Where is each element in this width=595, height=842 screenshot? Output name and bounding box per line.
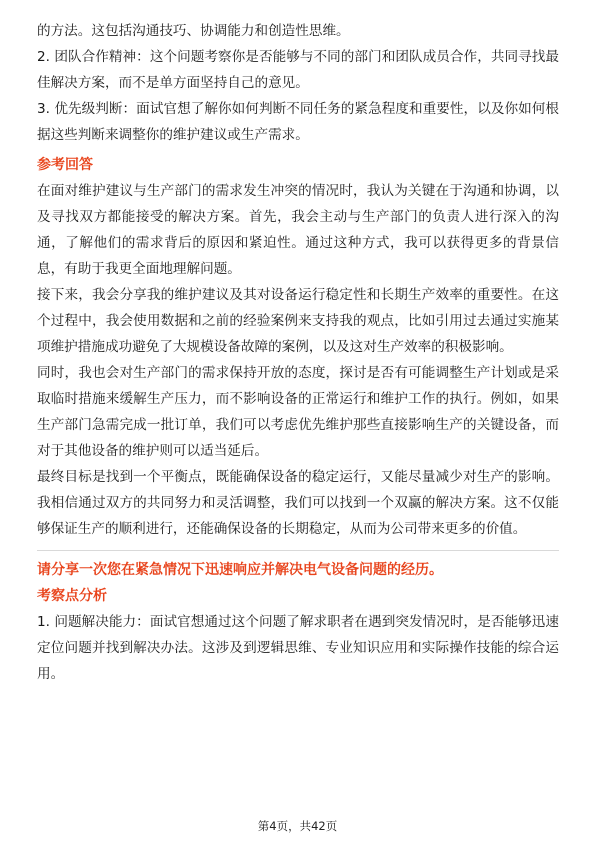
section-divider — [37, 550, 559, 551]
analysis-point-1: 1. 问题解决能力：面试官想通过这个问题了解求职者在遇到突发情况时，是否能够迅速定位问题并找到解决办法。这涉及到逻辑思维、专业知识应用和实际操作技能的综合运用。 — [37, 614, 559, 682]
question-heading: 请分享一次您在紧急情况下迅速响应并解决电气设备问题的经历。 — [37, 562, 443, 578]
point-teamwork: 2. 团队合作精神：这个问题考察你是否能够与不同的部门和团队成员合作，共同寻找最佳解决方案，而不是单方面坚持自己的意见。 — [37, 49, 559, 91]
answer-paragraph-3: 同时，我也会对生产部门的需求保持开放的态度，探讨是否有可能调整生产计划或是采取临时措施来缓解生产压力，而不影响设备的正常运行和维护工作的执行。例如，如果生产部门急需完成一批订单，我们可以考虑优先维护那些直接影响生产的关键设备，而对于其他设备的维护则可以适当延后。 — [37, 365, 559, 459]
paragraph-method-tail: 的方法。这包括沟通技巧、协调能力和创造性思维。 — [37, 23, 350, 39]
page-number: 第4页，共42页 — [257, 819, 338, 833]
document-page — [37, 18, 559, 687]
point-priority: 3. 优先级判断：面试官想了解你如何判断不同任务的紧急程度和重要性，以及你如何根据这些判断来调整你的维护建议或生产需求。 — [37, 101, 559, 143]
answer-paragraph-4: 最终目标是找到一个平衡点，既能确保设备的稳定运行，又能尽量减少对生产的影响。我相信通过双方的共同努力和灵活调整，我们可以找到一个双赢的解决方案。这不仅能够保证生产的顺利进行，还能确保设备的长期稳定，从而为公司带来更多的价值。 — [37, 469, 559, 537]
answer-paragraph-2: 接下来，我会分享我的维护建议及其对设备运行稳定性和长期生产效率的重要性。在这个过程中，我会使用数据和之前的经验案例来支持我的观点，比如引用过去通过实施某项维护措施成功避免了大规模设备故障的案例，以及这对生产效率的积极影响。 — [37, 287, 559, 355]
answer-heading: 参考回答 — [37, 157, 93, 173]
answer-paragraph-1: 在面对维护建议与生产部门的需求发生冲突的情况时，我认为关键在于沟通和协调，以及寻找双方都能接受的解决方案。首先，我会主动与生产部门的负责人进行深入的沟通，了解他们的需求背后的原因和紧迫性。通过这种方式，我可以获得更多的背景信息，有助于我更全面地理解问题。 — [37, 183, 559, 277]
analysis-heading: 考察点分析 — [37, 588, 107, 604]
